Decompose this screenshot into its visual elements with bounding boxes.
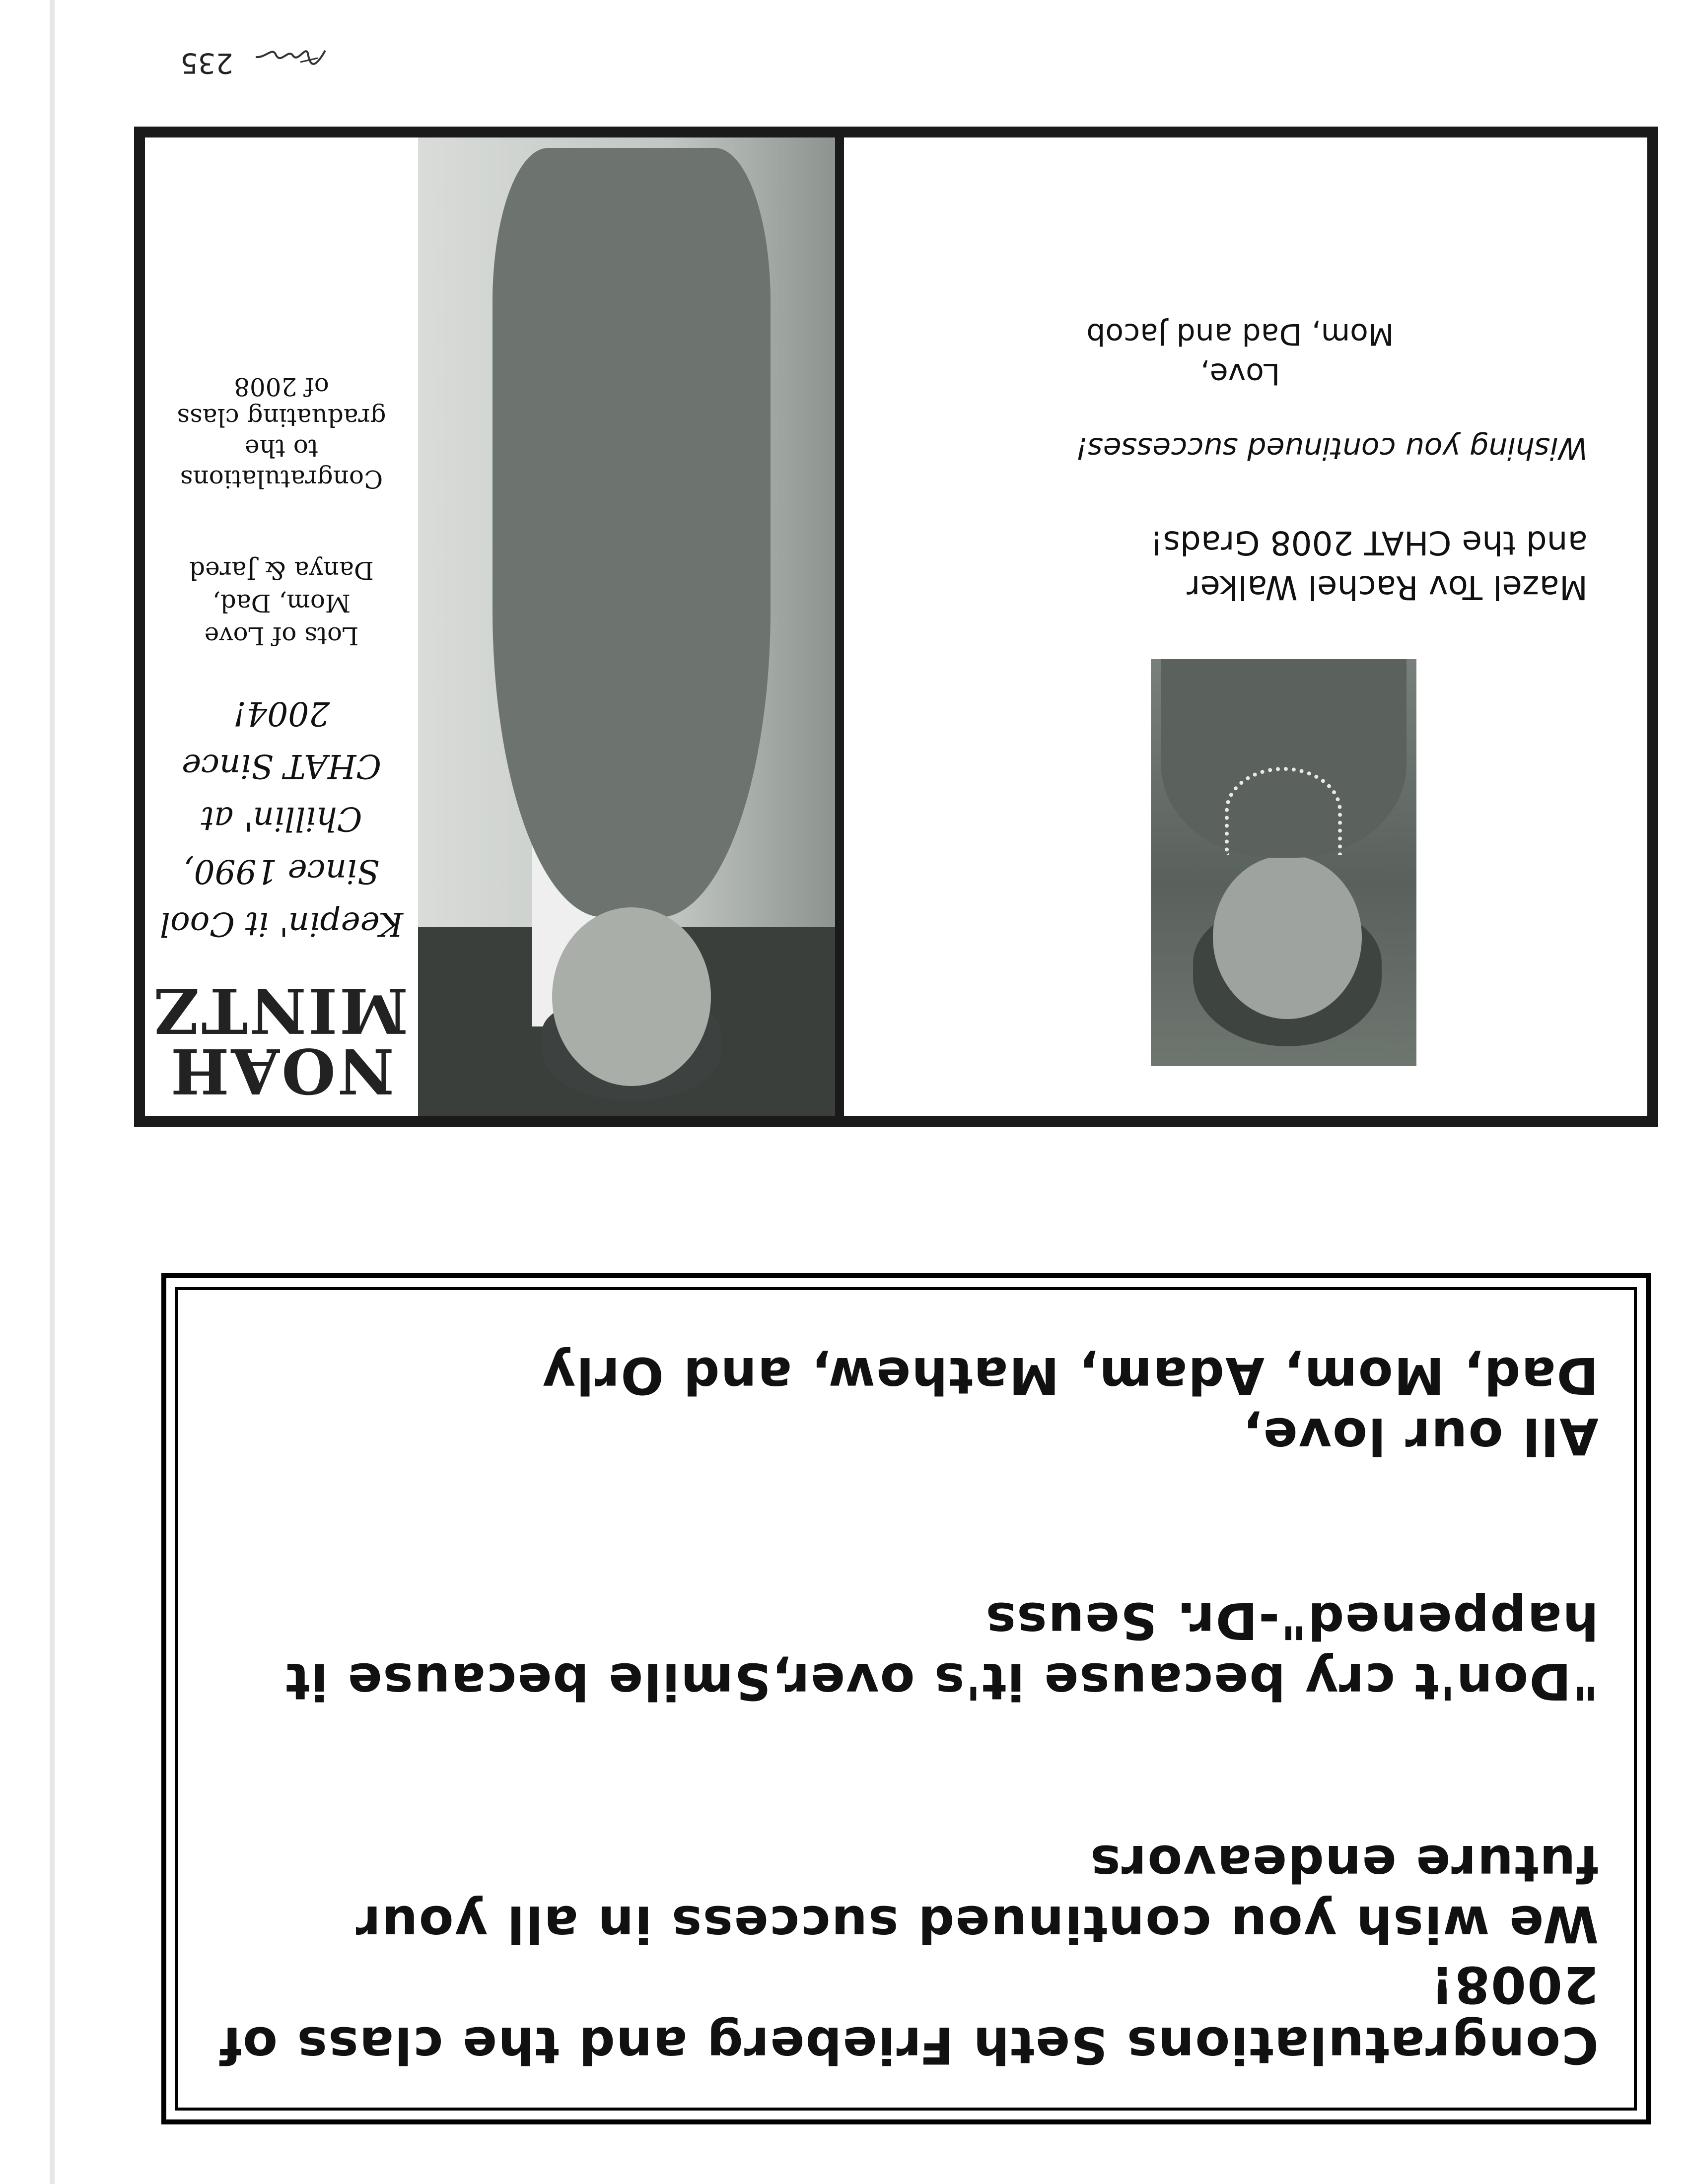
bottom-ads-frame: [134, 127, 1658, 1127]
rachel-mazel-line1: Mazel Tov Rachel Walker: [1187, 568, 1588, 607]
page-number: 235: [180, 47, 233, 79]
rachel-signature: Mom, Dad and Jacob: [1086, 317, 1394, 351]
noah-congrats-line: to the: [245, 434, 318, 463]
seth-signature: Dad, Mom, Adam, Mathew, and Orly: [541, 1346, 1599, 1405]
noah-congrats-line: of 2008: [234, 372, 329, 401]
rachel-walker-ad: [844, 137, 1647, 1116]
noah-love-line: Lots of Love: [204, 621, 359, 650]
noah-congrats-line: Congratulations: [180, 465, 383, 493]
noah-script-line: 2004!: [233, 694, 330, 733]
rachel-photo: [1151, 659, 1416, 1066]
noah-congrats-line: graduating class: [177, 403, 386, 432]
photo-body: [492, 148, 771, 917]
seth-ad-text: [218, 1345, 1599, 2075]
noah-love-block: [155, 554, 408, 652]
scan-edge: [50, 0, 55, 2184]
noah-name-last: MINTZ: [152, 974, 408, 1046]
rachel-ad-text: [883, 314, 1588, 610]
seth-frieberg-ad: [161, 1273, 1651, 2124]
handwritten-mark: [253, 43, 328, 73]
noah-script-block: [155, 687, 408, 950]
noah-script-line: CHAT Since: [182, 747, 381, 785]
ads-divider: [835, 137, 844, 1116]
noah-mintz-ad: [145, 137, 835, 1116]
noah-photo: [418, 137, 835, 1116]
page-footer: [169, 42, 328, 82]
seth-congrats-line: Congratulations Seth Frieberg and the class of 2008!: [218, 1955, 1599, 2074]
rachel-wish-line: Wishing you continued successes!: [1075, 431, 1588, 466]
seth-wish-line: We wish you continued success in all your future endeavors: [354, 1834, 1599, 1953]
rachel-love-block: [1017, 314, 1464, 394]
noah-script-line: Since 1990,: [183, 852, 380, 890]
rachel-mazel-line2: and the CHAT 2008 Grads!: [1150, 524, 1588, 562]
photo-face: [552, 907, 711, 1086]
noah-congrats-block: [155, 371, 408, 494]
noah-script-line: Chillin' at: [201, 800, 362, 838]
photo-necklace: [1225, 767, 1342, 855]
noah-name-first: NOAH: [168, 1034, 395, 1107]
rachel-love-line: Love,: [1200, 356, 1280, 391]
noah-love-line: Danya & Jared: [189, 556, 374, 585]
seth-love-line: All our love,: [1242, 1406, 1599, 1465]
seth-quote: "Don't cry because it's over,Smile because it happened"-Dr. Seuss: [284, 1591, 1599, 1710]
noah-ad-text: [152, 371, 408, 1107]
photo-face: [1213, 855, 1362, 1019]
noah-script-line: Keepin' it Cool: [159, 905, 404, 943]
noah-love-line: Mom, Dad,: [212, 589, 351, 617]
